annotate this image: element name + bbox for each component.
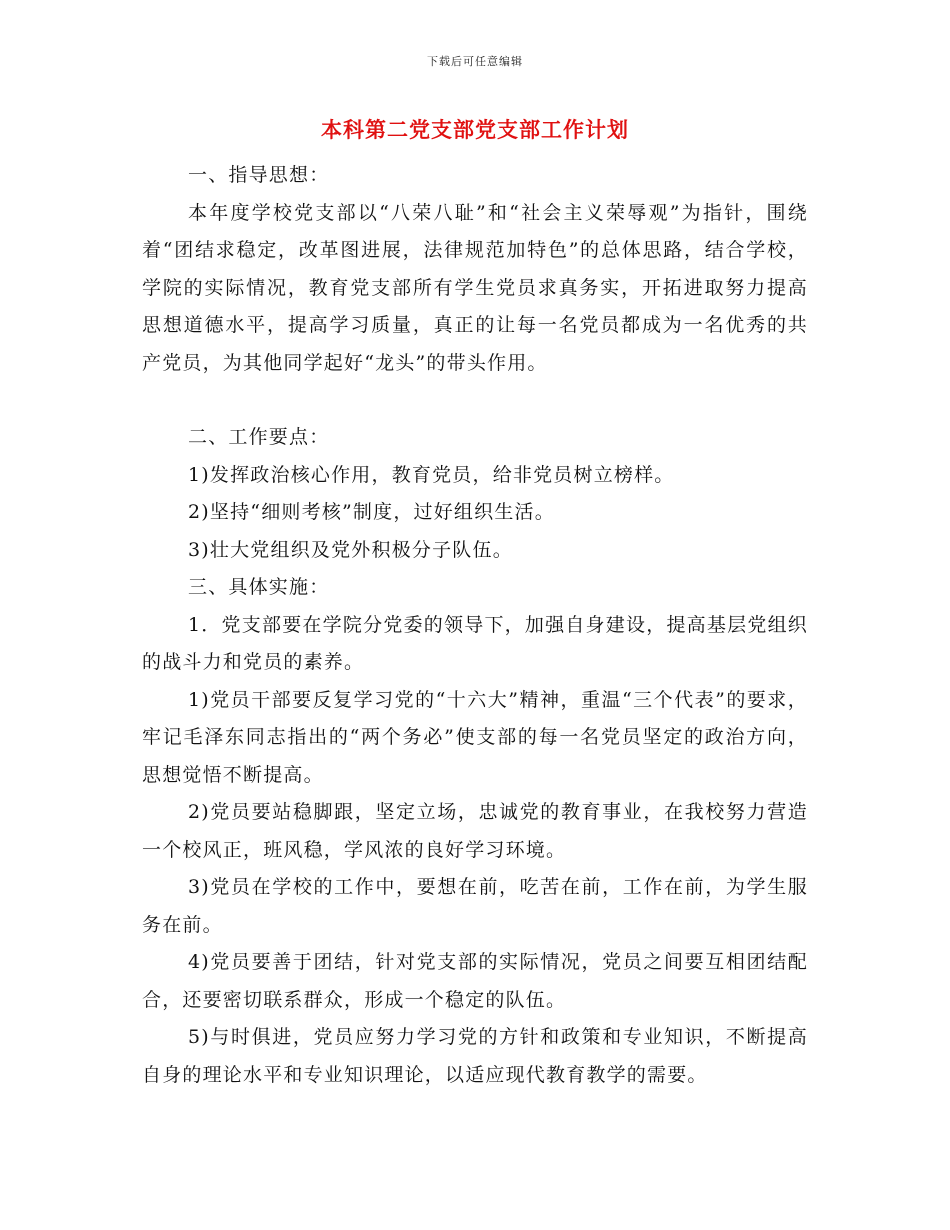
header-note: 下载后可任意编辑 (427, 55, 523, 68)
section-heading-implementation: 三、具体实施： (188, 576, 330, 598)
implementation-item: 5)与时俱进，党员应努力学习党的方针和政策和专业知识，不断提高自身的理论水平和专业知识理论，以适应现代教育教学的需要。 (142, 1026, 808, 1086)
guiding-thought-paragraph: 本年度学校党支部以“八荣八耻”和“社会主义荣辱观”为指针，围绕着“团结求稳定，改革图进展，法律规范加特色”的总体思路，结合学校，学院的实际情况，教育党支部所有学生党员求真务实，开拓进取努力提高思想道德水平，提高学习质量，真正的让每一名党员都成为一名优秀的共产党员，为其他同学起好“龙头”的带头作用。 (142, 201, 808, 374)
work-point-item: 1)发挥政治核心作用，教育党员，给非党员树立榜样。 (188, 463, 675, 486)
section-spacer (142, 382, 808, 419)
work-point-item: 2)坚持“细则考核”制度，过好组织生活。 (188, 501, 555, 523)
work-point-item: 3)壮大党组织及党外积极分子队伍。 (188, 538, 513, 561)
implementation-item: 1)党员干部要反复学习党的“十六大”精神，重温“三个代表”的要求，牢记毛泽东同志指出的“两个务必”使支部的每一名党员坚定的政治方向，思想觉悟不断提高。 (142, 688, 808, 786)
document-title: 本科第二党支部党支部工作计划 (321, 118, 629, 142)
implementation-item: 2)党员要站稳脚跟，坚定立场，忠诚党的教育事业，在我校努力营造一个校风正，班风稳，学风浓的良好学习环境。 (142, 801, 808, 861)
implementation-item: 4)党员要善于团结，针对党支部的实际情况，党员之间要互相团结配合，还要密切联系群众，形成一个稳定的队伍。 (142, 951, 808, 1011)
implementation-intro-paragraph: 1．党支部要在学院分党委的领导下，加强自身建设，提高基层党组织的战斗力和党员的素养。 (142, 613, 808, 673)
section-heading-guiding-thought: 一、指导思想： (188, 164, 330, 186)
implementation-item: 3)党员在学校的工作中，要想在前，吃苦在前，工作在前，为学生服务在前。 (142, 876, 808, 936)
document-body (142, 157, 808, 1094)
section-heading-work-points: 二、工作要点： (188, 426, 330, 448)
